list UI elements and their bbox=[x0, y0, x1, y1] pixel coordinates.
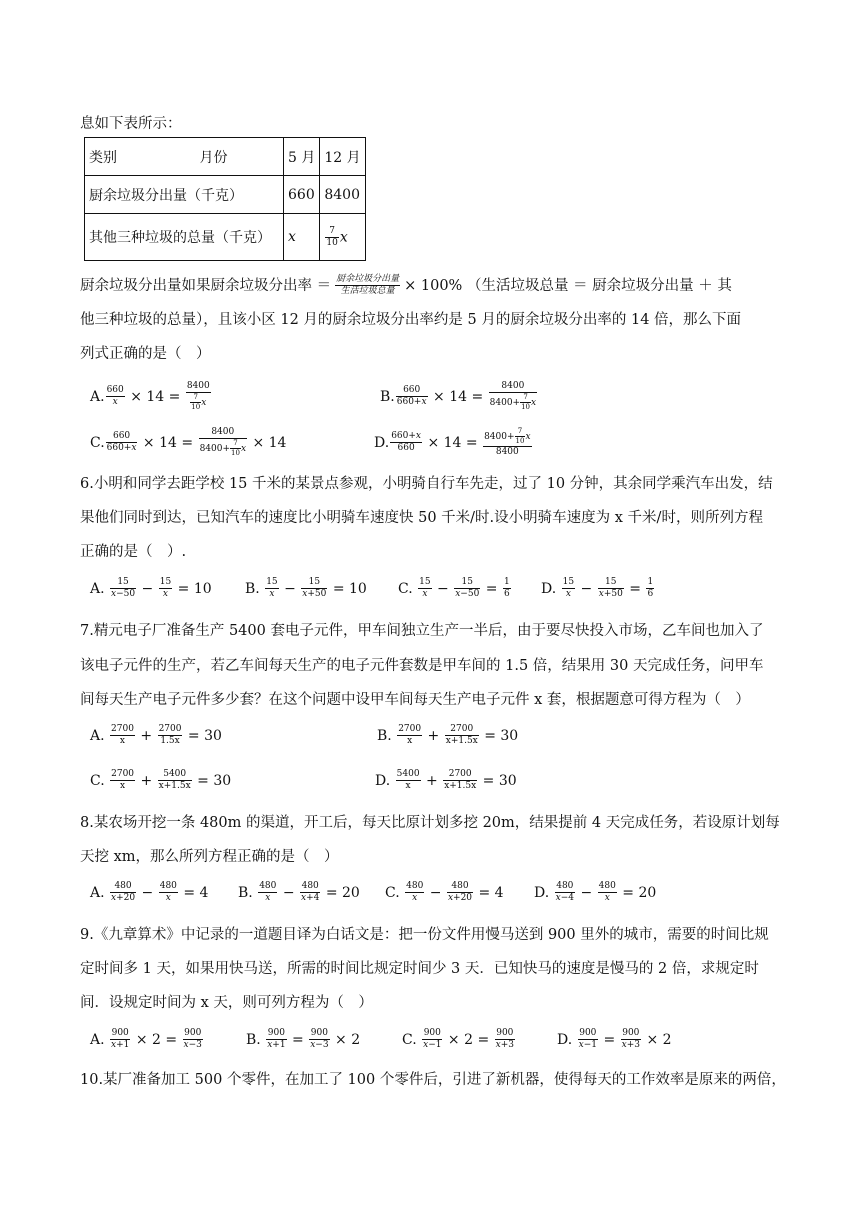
q8-option-a: A. $\frac{480}{x+20}$ − $\frac{480}{x}$ = 4 bbox=[90, 881, 209, 903]
q5-option-d: D. $\frac{660+x}{660}$ × 14 = 8400+ $\frac{7}{10}$ x 8400 bbox=[374, 427, 531, 457]
q7-line3: 间每天生产电子元件多少套？在这个问题中设甲车间每天生产电子元件 x 套，根据题意可得方程为（ ） bbox=[80, 692, 750, 708]
q9-option-c: C. $\frac{900}{x-1}$ × 2 = $\frac{900}{x+3}$ bbox=[402, 1028, 515, 1050]
q7-line1: 7.精元电子厂准备生产 5400 套电子元件，甲车间独立生产一半后，由于要尽快投入市场，乙车间也加入了 bbox=[80, 623, 764, 639]
q9-option-a: A. $\frac{900}{x+1}$ × 2 = $\frac{900}{x-3}$ bbox=[90, 1028, 202, 1050]
q6-option-d: D. $\frac{15}{x}$ − $\frac{15}{x+50}$ = $\frac{1}{6}$ bbox=[541, 577, 654, 599]
q5-option-b: B. $\frac{660}{660+x}$ × 14 = 8400 8400+ $\frac{7}{10}$ x bbox=[380, 381, 537, 411]
q8-option-c: C. $\frac{480}{x}$ − $\frac{480}{x+20}$ = 4 bbox=[385, 881, 504, 903]
q10-line1: 10.某厂准备加工 500 个零件，在加工了 100 个零件后，引进了新机器，使得每天的工作效率是原来的两倍， bbox=[80, 1072, 786, 1088]
q5-line3: 列式正确的是（ ） bbox=[80, 346, 211, 362]
row1-dec: 8400 bbox=[320, 176, 365, 214]
row2-dec-fraction: $\frac{7}{10}$ bbox=[326, 225, 338, 248]
q6-option-b: B. $\frac{15}{x}$ − $\frac{15}{x+50}$ = 10 bbox=[245, 577, 367, 599]
q6-line3: 正确的是（ ）. bbox=[80, 544, 187, 560]
q6-option-c: C. $\frac{15}{x}$ − $\frac{15}{x-50}$ = $\frac{1}{6}$ bbox=[398, 577, 510, 599]
rate-fraction: $\frac{\text{厨余垃圾分出量}}{\text{生活垃圾总量}}$ bbox=[336, 274, 400, 296]
q6-line2: 果他们同时到达，已知汽车的速度比小明骑车速度快 50 千米/时.设小明骑车速度为 x 千米/时，则所列方程 bbox=[80, 510, 763, 526]
row2-label: 其他三种垃圾的总量（千克） bbox=[85, 214, 284, 261]
row1-label: 厨余垃圾分出量（千克） bbox=[85, 176, 284, 214]
garbage-table bbox=[84, 137, 366, 261]
q7-option-b: B. $\frac{2700}{x}$ + $\frac{2700}{x+1.5x}$ = 30 bbox=[377, 724, 519, 746]
table-row bbox=[85, 214, 366, 261]
header-may: 5 月 bbox=[284, 138, 320, 176]
q5-line1: 厨余垃圾分出量如果厨余垃圾分出率 ＝ $\frac{\text{厨余垃圾分出量}}{\text{生活垃圾总量}}$ × 100% （生活垃圾总量 ＝ 厨余垃圾分出量 ＋ 其 bbox=[80, 274, 732, 296]
q7-option-c: C. $\frac{2700}{x}$ + $\frac{5400}{x+1.5x}$ = 30 bbox=[90, 769, 232, 791]
row1-may: 660 bbox=[284, 176, 320, 214]
header-cell-category-month bbox=[85, 138, 284, 176]
q8-option-b: B. $\frac{480}{x}$ − $\frac{480}{x+4}$ = 20 bbox=[238, 881, 360, 903]
header-category: 类别 bbox=[89, 149, 117, 166]
q9-option-d: D. $\frac{900}{x-1}$ = $\frac{900}{x+3}$ × 2 bbox=[557, 1028, 672, 1050]
table-row bbox=[85, 176, 366, 214]
intro-text: 息如下表所示： bbox=[80, 116, 182, 132]
q5-line2: 他三种垃圾的总量），且该小区 12 月的厨余垃圾分出率约是 5 月的厨余垃圾分出率的 14 倍，那么下面 bbox=[80, 312, 742, 328]
row2-may: x bbox=[284, 214, 320, 261]
q8-line1: 8.某农场开挖一条 480m 的渠道，开工后，每天比原计划多挖 20m，结果提前 4 天完成任务，若设原计划每 bbox=[80, 815, 780, 831]
table-header-row bbox=[85, 138, 366, 176]
header-month: 月份 bbox=[199, 149, 228, 166]
q5-option-a: A. $\frac{660}{x}$ × 14 = 8400 $\frac{7}{10}$ x bbox=[90, 381, 210, 411]
q9-line3: 间．设规定时间为 x 天，则可列方程为（ ） bbox=[80, 995, 373, 1011]
q7-option-d: D. $\frac{5400}{x}$ + $\frac{2700}{x+1.5x}$ = 30 bbox=[375, 769, 517, 791]
q8-option-d: D. $\frac{480}{x-4}$ − $\frac{480}{x}$ = 20 bbox=[534, 881, 657, 903]
q7-line2: 该电子元件的生产，若乙车间每天生产的电子元件套数是甲车间的 1.5 倍，结果用 30 天完成任务，问甲车 bbox=[80, 658, 764, 674]
row2-dec: $\frac{7}{10}$ x bbox=[320, 214, 365, 261]
q8-line2: 天挖 xm，那么所列方程正确的是（ ） bbox=[80, 849, 339, 865]
q9-option-b: B. $\frac{900}{x+1}$ = $\frac{900}{x-3}$ × 2 bbox=[246, 1028, 361, 1050]
q6-line1: 6.小明和同学去距学校 15 千米的某景点参观，小明骑自行车先走，过了 10 分钟，其余同学乘汽车出发，结 bbox=[80, 476, 773, 492]
q5-option-c: C. $\frac{660}{660+x}$ × 14 = 8400 8400+ $\frac{7}{10}$ x × 14 bbox=[90, 427, 287, 457]
q7-option-a: A. $\frac{2700}{x}$ + $\frac{2700}{1.5x}$ = 30 bbox=[90, 724, 222, 746]
q6-option-a: A. $\frac{15}{x-50}$ − $\frac{15}{x}$ = 10 bbox=[90, 577, 212, 599]
header-dec: 12 月 bbox=[320, 138, 365, 176]
q9-line1: 9.《九章算术》中记录的一道题目译为白话文是：把一份文件用慢马送到 900 里外的城市，需要的时间比规 bbox=[80, 927, 769, 943]
q9-line2: 定时间多 1 天，如果用快马送，所需的时间比规定时间少 3 天．已知快马的速度是慢马的 2 倍，求规定时 bbox=[80, 961, 759, 977]
